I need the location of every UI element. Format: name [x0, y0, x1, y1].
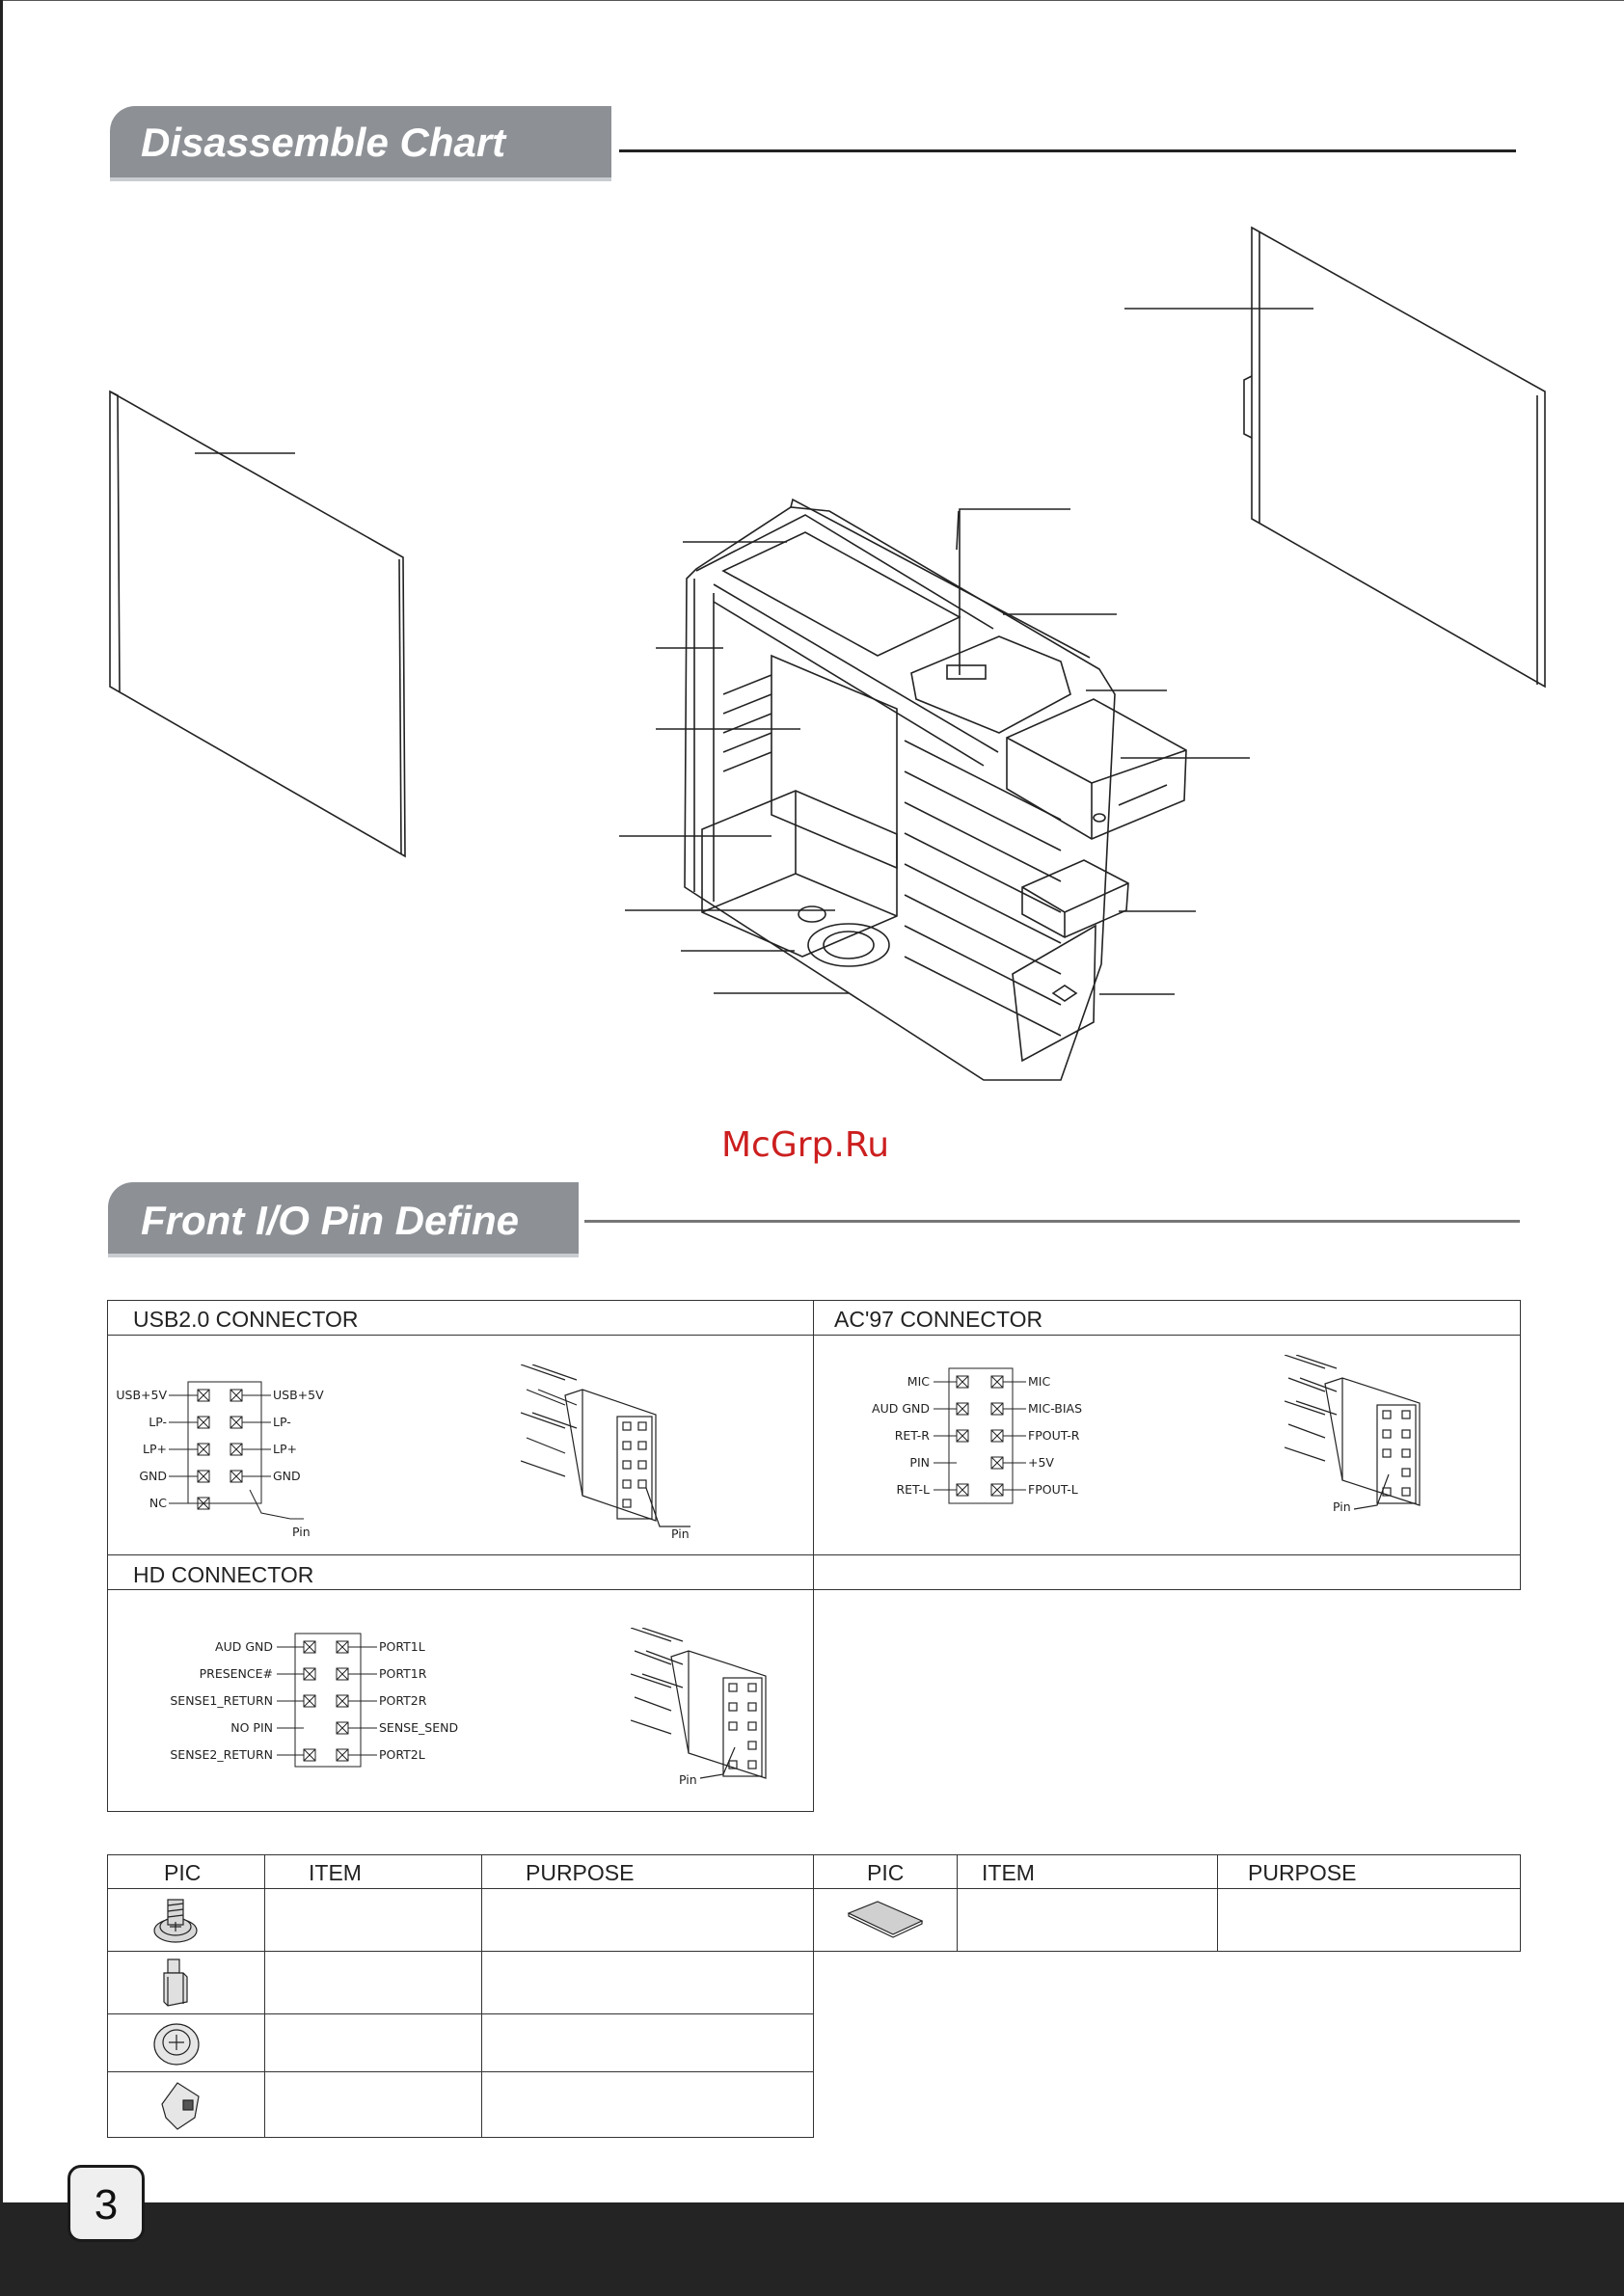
ac97-pin-diagram: [814, 1336, 1219, 1553]
footer-bar: [0, 2202, 1624, 2296]
usb-connector-drawing: [521, 1364, 694, 1548]
ac97-pins-right: [991, 1376, 1003, 1496]
parts-table-col-item: [481, 1854, 482, 2137]
parts-table-col-pic2: [957, 1854, 958, 1952]
parts-header-item-2: ITEM: [982, 1860, 1035, 1885]
usb-pin-marker-label: Pin: [292, 1525, 311, 1539]
hd-right-label-3: PORT2R: [379, 1693, 427, 1708]
hd-left-label-4: NO PIN: [230, 1720, 273, 1735]
screw-icon: [152, 1896, 199, 1946]
hd-connector-drawing: [631, 1628, 785, 1801]
usb-right-label-1: USB+5V: [273, 1388, 324, 1402]
hd-left-label-3: SENSE1_RETURN: [170, 1693, 273, 1708]
hd-left-label-2: PRESENCE#: [199, 1666, 273, 1681]
optical-drive-drawing: [1007, 699, 1186, 839]
ac97-right-label-2: MIC-BIAS: [1028, 1401, 1083, 1416]
connector-table-top: [107, 1300, 1521, 1301]
parts-header-purpose: PURPOSE: [526, 1860, 635, 1885]
ac97-connector-3d: [1285, 1355, 1439, 1528]
connector-table-mid2: [107, 1589, 1521, 1590]
parts-table-row3-rule: [107, 2071, 814, 2072]
ac97-left-label-2: AUD GND: [872, 1401, 930, 1416]
ac97-pins-left: [957, 1376, 968, 1496]
floppy-drive-drawing: [1022, 860, 1128, 937]
usb-left-label-5: NC: [149, 1496, 167, 1510]
hd-connector-header: HD CONNECTOR: [133, 1562, 314, 1587]
ac97-left-label-5: RET-L: [896, 1482, 930, 1497]
hd-right-label-5: PORT2L: [379, 1747, 425, 1762]
usb-left-label-4: GND: [139, 1469, 167, 1483]
parts-table-col-pic: [264, 1854, 265, 2137]
ac97-left-label-3: RET-R: [894, 1428, 930, 1443]
disassemble-chart-rule: [619, 149, 1516, 152]
usb-pin-diagram: [107, 1336, 512, 1553]
parts-header-item: ITEM: [309, 1860, 362, 1885]
ac97-connector-header: AC'97 CONNECTOR: [834, 1307, 1043, 1332]
usb-right-label-3: LP+: [273, 1442, 297, 1456]
usb-connector-3d: [521, 1364, 694, 1548]
bracket-clip-icon: [156, 2075, 204, 2133]
usb-connector-header: USB2.0 CONNECTOR: [133, 1307, 359, 1332]
hd-3d-pin-label: Pin: [679, 1772, 697, 1787]
front-io-rule: [584, 1220, 1520, 1223]
watermark-text: McGrp.Ru: [721, 1125, 890, 1165]
parts-table-header-rule: [107, 1888, 1521, 1889]
usb-left-label-2: LP-: [149, 1415, 167, 1429]
disassemble-chart-title: Disassemble Chart: [141, 120, 506, 165]
parts-table-row2-rule: [107, 2013, 814, 2014]
parts-table-row1-rule: [107, 1951, 1521, 1952]
front-io-title: Front I/O Pin Define: [141, 1198, 520, 1243]
page-top-border: [0, 0, 1624, 1]
ac97-right-label-1: MIC: [1028, 1374, 1051, 1389]
parts-header-pic: PIC: [164, 1860, 202, 1885]
hd-connector-3d: [631, 1628, 785, 1801]
connector-table-mid: [107, 1554, 1521, 1555]
washer-screw-icon: [152, 2019, 201, 2067]
parts-table-col-right: [1520, 1854, 1521, 1952]
right-side-panel-drawing: [1244, 228, 1545, 687]
usb-left-label-3: LP+: [143, 1442, 167, 1456]
parts-header-pic-2: PIC: [867, 1860, 905, 1885]
page-number: 3: [68, 2165, 145, 2242]
hd-right-label-4: SENSE_SEND: [379, 1720, 459, 1735]
connector-table-right: [1520, 1300, 1521, 1590]
ac97-left-label-4: PIN: [909, 1455, 930, 1470]
exploded-chassis-diagram: [96, 212, 1562, 1099]
parts-table-col-center: [813, 1854, 814, 2137]
hd-right-label-1: PORT1L: [379, 1639, 425, 1654]
ac97-connector-drawing: [1285, 1355, 1439, 1528]
hd-left-label-5: SENSE2_RETURN: [170, 1747, 273, 1762]
usb-right-label-4: GND: [273, 1469, 301, 1483]
connector-table-bottom: [107, 1811, 814, 1812]
hd-pin-diagram: [107, 1591, 551, 1809]
hd-right-label-2: PORT1R: [379, 1666, 427, 1681]
parts-table-top: [107, 1854, 1521, 1855]
pad-icon: [847, 1898, 924, 1938]
usb-left-label-1: USB+5V: [116, 1388, 167, 1402]
hd-left-label-1: AUD GND: [215, 1639, 273, 1654]
usb-3d-pin-label: Pin: [671, 1526, 690, 1541]
parts-table-bottom: [107, 2137, 814, 2138]
parts-table-col-item2: [1217, 1854, 1218, 1952]
page-left-border: [0, 0, 3, 2296]
left-side-panel-drawing: [110, 392, 405, 856]
usb-pin-grid: [107, 1336, 512, 1553]
parts-table-col-left: [107, 1854, 108, 2137]
standoff-icon: [154, 1956, 197, 2010]
ac97-right-label-4: +5V: [1028, 1455, 1054, 1470]
ac97-3d-pin-label: Pin: [1333, 1499, 1351, 1514]
ac97-right-label-3: FPOUT-R: [1028, 1428, 1080, 1443]
hd-pins-right: [337, 1641, 348, 1761]
usb-right-label-2: LP-: [273, 1415, 291, 1429]
hd-pins-left: [304, 1641, 315, 1761]
parts-header-purpose-2: PURPOSE: [1248, 1860, 1357, 1885]
usb-pins-right: [230, 1390, 242, 1482]
hd-leader-lines: [277, 1647, 377, 1755]
usb-pins-left: [198, 1390, 209, 1509]
ac97-right-label-5: FPOUT-L: [1028, 1482, 1078, 1497]
ac97-left-label-1: MIC: [907, 1374, 930, 1389]
ac97-pin-grid: [814, 1336, 1219, 1553]
